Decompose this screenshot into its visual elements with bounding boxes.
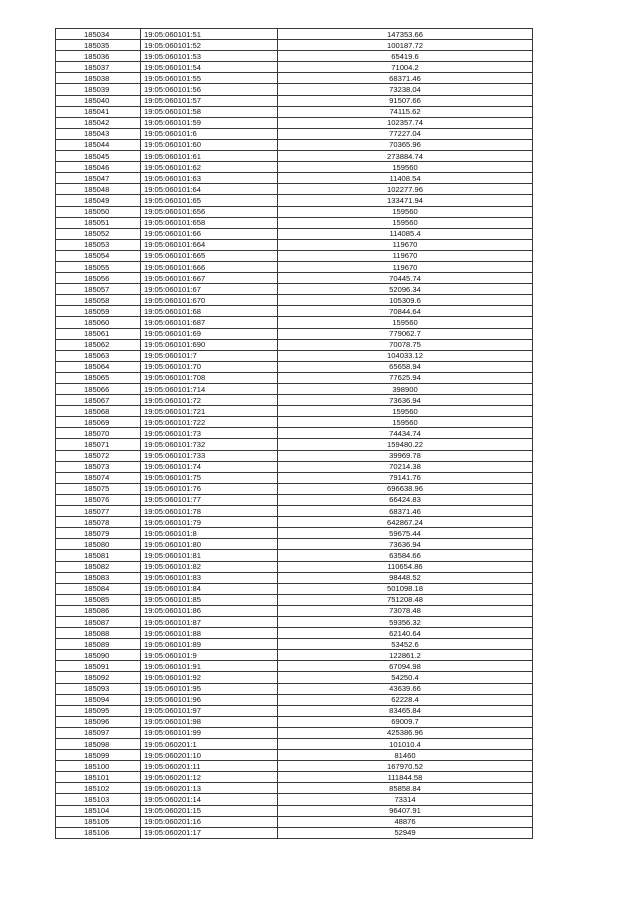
table-row (56, 472, 533, 483)
table-row (56, 339, 533, 350)
value-cell: 63584.66 (278, 550, 533, 561)
cadastral-number-cell: 19:05:060101:708 (141, 372, 278, 383)
value-cell: 59356.32 (278, 616, 533, 627)
value-cell: 52096.34 (278, 284, 533, 295)
value-cell: 68371.46 (278, 73, 533, 84)
cadastral-number-cell: 19:05:060101:84 (141, 583, 278, 594)
value-cell: 273884.74 (278, 151, 533, 162)
row-number-cell: 185104 (56, 805, 141, 816)
row-number-cell: 185035 (56, 40, 141, 51)
row-number-cell: 185070 (56, 428, 141, 439)
value-cell: 122861.2 (278, 650, 533, 661)
table-row (56, 195, 533, 206)
row-number-cell: 185064 (56, 361, 141, 372)
cadastral-number-cell: 19:05:060101:665 (141, 250, 278, 261)
value-cell: 74115.62 (278, 106, 533, 117)
table-row (56, 317, 533, 328)
row-number-cell: 185061 (56, 328, 141, 339)
value-cell: 59675.44 (278, 528, 533, 539)
row-number-cell: 185034 (56, 29, 141, 40)
table-row (56, 572, 533, 583)
table-row (56, 705, 533, 716)
cadastral-number-cell: 19:05:060101:92 (141, 672, 278, 683)
table-row (56, 517, 533, 528)
cadastral-number-cell: 19:05:060101:54 (141, 62, 278, 73)
table-row (56, 217, 533, 228)
cadastral-number-cell: 19:05:060101:78 (141, 506, 278, 517)
value-cell: 642867.24 (278, 517, 533, 528)
table-row (56, 395, 533, 406)
value-cell: 102357.74 (278, 117, 533, 128)
cadastral-number-cell: 19:05:060101:714 (141, 384, 278, 395)
table-row (56, 816, 533, 827)
table-row (56, 184, 533, 195)
table-row (56, 117, 533, 128)
row-number-cell: 185051 (56, 217, 141, 228)
value-cell: 105309.6 (278, 295, 533, 306)
value-cell: 62228.4 (278, 694, 533, 705)
cadastral-number-cell: 19:05:060101:690 (141, 339, 278, 350)
table-row (56, 461, 533, 472)
table-row (56, 639, 533, 650)
table-row (56, 550, 533, 561)
table-row (56, 384, 533, 395)
table-row (56, 62, 533, 73)
cadastral-number-cell: 19:05:060101:72 (141, 395, 278, 406)
table-row (56, 727, 533, 738)
cadastral-number-cell: 19:05:060101:82 (141, 561, 278, 572)
value-cell: 39969.78 (278, 450, 533, 461)
value-cell: 147353.66 (278, 29, 533, 40)
row-number-cell: 185103 (56, 794, 141, 805)
row-number-cell: 185079 (56, 528, 141, 539)
cadastral-number-cell: 19:05:060101:77 (141, 494, 278, 505)
table-row (56, 206, 533, 217)
value-cell: 65658.94 (278, 361, 533, 372)
row-number-cell: 185080 (56, 539, 141, 550)
row-number-cell: 185056 (56, 273, 141, 284)
value-cell: 159560 (278, 417, 533, 428)
row-number-cell: 185055 (56, 261, 141, 272)
row-number-cell: 185071 (56, 439, 141, 450)
table-row (56, 672, 533, 683)
row-number-cell: 185105 (56, 816, 141, 827)
table-row (56, 95, 533, 106)
row-number-cell: 185072 (56, 450, 141, 461)
cadastral-number-cell: 19:05:060101:60 (141, 139, 278, 150)
cadastral-number-cell: 19:05:060201:12 (141, 772, 278, 783)
value-cell: 159560 (278, 206, 533, 217)
row-number-cell: 185088 (56, 628, 141, 639)
value-cell: 70445.74 (278, 273, 533, 284)
table-row (56, 273, 533, 284)
row-number-cell: 185041 (56, 106, 141, 117)
value-cell: 70844.64 (278, 306, 533, 317)
row-number-cell: 185065 (56, 372, 141, 383)
row-number-cell: 185078 (56, 517, 141, 528)
row-number-cell: 185046 (56, 162, 141, 173)
cadastral-number-cell: 19:05:060201:16 (141, 816, 278, 827)
table-row (56, 783, 533, 794)
value-cell: 74434.74 (278, 428, 533, 439)
table-row (56, 350, 533, 361)
row-number-cell: 185060 (56, 317, 141, 328)
cadastral-number-cell: 19:05:060101:667 (141, 273, 278, 284)
value-cell: 81460 (278, 750, 533, 761)
table-body (56, 29, 533, 839)
cadastral-number-cell: 19:05:060101:69 (141, 328, 278, 339)
table-row (56, 794, 533, 805)
cadastral-number-cell: 19:05:060101:59 (141, 117, 278, 128)
cadastral-number-cell: 19:05:060201:15 (141, 805, 278, 816)
table-row (56, 372, 533, 383)
cadastral-number-cell: 19:05:060101:51 (141, 29, 278, 40)
value-cell: 114085.4 (278, 228, 533, 239)
value-cell: 425386.96 (278, 727, 533, 738)
value-cell: 62140.64 (278, 628, 533, 639)
row-number-cell: 185066 (56, 384, 141, 395)
row-number-cell: 185093 (56, 683, 141, 694)
cadastral-number-cell: 19:05:060101:53 (141, 51, 278, 62)
cadastral-number-cell: 19:05:060101:52 (141, 40, 278, 51)
table-row (56, 261, 533, 272)
row-number-cell: 185090 (56, 650, 141, 661)
cadastral-number-cell: 19:05:060101:73 (141, 428, 278, 439)
row-number-cell: 185062 (56, 339, 141, 350)
cadastral-number-cell: 19:05:060101:99 (141, 727, 278, 738)
row-number-cell: 185067 (56, 395, 141, 406)
table-row (56, 84, 533, 95)
cadastral-number-cell: 19:05:060101:83 (141, 572, 278, 583)
table-row (56, 761, 533, 772)
value-cell: 91507.66 (278, 95, 533, 106)
value-cell: 79141.76 (278, 472, 533, 483)
cadastral-number-cell: 19:05:060101:658 (141, 217, 278, 228)
table-row (56, 295, 533, 306)
cadastral-number-cell: 19:05:060101:86 (141, 605, 278, 616)
table-row (56, 628, 533, 639)
row-number-cell: 185036 (56, 51, 141, 62)
row-number-cell: 185045 (56, 151, 141, 162)
row-number-cell: 185099 (56, 750, 141, 761)
table-row (56, 506, 533, 517)
row-number-cell: 185040 (56, 95, 141, 106)
row-number-cell: 185049 (56, 195, 141, 206)
row-number-cell: 185037 (56, 62, 141, 73)
cadastral-number-cell: 19:05:060101:67 (141, 284, 278, 295)
table-row (56, 406, 533, 417)
data-table (55, 28, 533, 839)
table-row (56, 683, 533, 694)
cadastral-number-cell: 19:05:060101:63 (141, 173, 278, 184)
table-row (56, 239, 533, 250)
table-row (56, 284, 533, 295)
cadastral-number-cell: 19:05:060101:7 (141, 350, 278, 361)
row-number-cell: 185102 (56, 783, 141, 794)
row-number-cell: 185082 (56, 561, 141, 572)
row-number-cell: 185097 (56, 727, 141, 738)
value-cell: 110654.86 (278, 561, 533, 572)
table-row (56, 151, 533, 162)
value-cell: 159560 (278, 406, 533, 417)
row-number-cell: 185091 (56, 661, 141, 672)
cadastral-number-cell: 19:05:060201:14 (141, 794, 278, 805)
value-cell: 53452.6 (278, 639, 533, 650)
cadastral-number-cell: 19:05:060101:8 (141, 528, 278, 539)
table-row (56, 450, 533, 461)
table-row (56, 494, 533, 505)
cadastral-number-cell: 19:05:060101:687 (141, 317, 278, 328)
value-cell: 65419.6 (278, 51, 533, 62)
row-number-cell: 185083 (56, 572, 141, 583)
cadastral-number-cell: 19:05:060101:74 (141, 461, 278, 472)
cadastral-number-cell: 19:05:060201:11 (141, 761, 278, 772)
table-row (56, 328, 533, 339)
row-number-cell: 185098 (56, 739, 141, 750)
cadastral-number-cell: 19:05:060101:91 (141, 661, 278, 672)
table-row (56, 306, 533, 317)
value-cell: 73238.04 (278, 84, 533, 95)
row-number-cell: 185059 (56, 306, 141, 317)
row-number-cell: 185085 (56, 594, 141, 605)
value-cell: 77227.04 (278, 128, 533, 139)
row-number-cell: 185053 (56, 239, 141, 250)
table-row (56, 594, 533, 605)
table-row (56, 128, 533, 139)
cadastral-number-cell: 19:05:060101:88 (141, 628, 278, 639)
table-row (56, 250, 533, 261)
row-number-cell: 185086 (56, 605, 141, 616)
table-row (56, 483, 533, 494)
value-cell: 751208.48 (278, 594, 533, 605)
value-cell: 167970.52 (278, 761, 533, 772)
table-row (56, 694, 533, 705)
table-row (56, 40, 533, 51)
cadastral-number-cell: 19:05:060101:732 (141, 439, 278, 450)
value-cell: 159560 (278, 217, 533, 228)
value-cell: 159480.22 (278, 439, 533, 450)
cadastral-number-cell: 19:05:060101:89 (141, 639, 278, 650)
cadastral-number-cell: 19:05:060101:56 (141, 84, 278, 95)
cadastral-number-cell: 19:05:060101:79 (141, 517, 278, 528)
row-number-cell: 185081 (56, 550, 141, 561)
value-cell: 66424.83 (278, 494, 533, 505)
cadastral-number-cell: 19:05:060101:64 (141, 184, 278, 195)
table-row (56, 616, 533, 627)
row-number-cell: 185048 (56, 184, 141, 195)
cadastral-number-cell: 19:05:060101:95 (141, 683, 278, 694)
value-cell: 48876 (278, 816, 533, 827)
table-row (56, 139, 533, 150)
cadastral-number-cell: 19:05:060101:722 (141, 417, 278, 428)
cadastral-number-cell: 19:05:060101:57 (141, 95, 278, 106)
value-cell: 111844.58 (278, 772, 533, 783)
row-number-cell: 185073 (56, 461, 141, 472)
table-row (56, 439, 533, 450)
cadastral-number-cell: 19:05:060101:96 (141, 694, 278, 705)
value-cell: 67094.98 (278, 661, 533, 672)
row-number-cell: 185047 (56, 173, 141, 184)
table-row (56, 650, 533, 661)
value-cell: 70214.38 (278, 461, 533, 472)
cadastral-number-cell: 19:05:060201:17 (141, 827, 278, 838)
value-cell: 119670 (278, 261, 533, 272)
table-row (56, 827, 533, 838)
cadastral-number-cell: 19:05:060101:85 (141, 594, 278, 605)
cadastral-number-cell: 19:05:060101:81 (141, 550, 278, 561)
row-number-cell: 185096 (56, 716, 141, 727)
value-cell: 73636.94 (278, 539, 533, 550)
table-row (56, 539, 533, 550)
value-cell: 73636.94 (278, 395, 533, 406)
value-cell: 101010.4 (278, 739, 533, 750)
row-number-cell: 185043 (56, 128, 141, 139)
value-cell: 104033.12 (278, 350, 533, 361)
cadastral-number-cell: 19:05:060101:76 (141, 483, 278, 494)
cadastral-number-cell: 19:05:060101:666 (141, 261, 278, 272)
cadastral-number-cell: 19:05:060101:97 (141, 705, 278, 716)
row-number-cell: 185087 (56, 616, 141, 627)
value-cell: 11408.54 (278, 173, 533, 184)
table-row (56, 29, 533, 40)
table-row (56, 739, 533, 750)
row-number-cell: 185094 (56, 694, 141, 705)
cadastral-number-cell: 19:05:060101:721 (141, 406, 278, 417)
row-number-cell: 185069 (56, 417, 141, 428)
value-cell: 71004.2 (278, 62, 533, 73)
row-number-cell: 185042 (56, 117, 141, 128)
value-cell: 119670 (278, 250, 533, 261)
row-number-cell: 185075 (56, 483, 141, 494)
value-cell: 96407.91 (278, 805, 533, 816)
table-row (56, 561, 533, 572)
value-cell: 501098.18 (278, 583, 533, 594)
row-number-cell: 185063 (56, 350, 141, 361)
cadastral-number-cell: 19:05:060101:66 (141, 228, 278, 239)
table-row (56, 162, 533, 173)
table-row (56, 51, 533, 62)
table-row (56, 772, 533, 783)
value-cell: 68371.46 (278, 506, 533, 517)
row-number-cell: 185084 (56, 583, 141, 594)
cadastral-number-cell: 19:05:060101:55 (141, 73, 278, 84)
row-number-cell: 185076 (56, 494, 141, 505)
row-number-cell: 185057 (56, 284, 141, 295)
value-cell: 70365.96 (278, 139, 533, 150)
cadastral-number-cell: 19:05:060101:733 (141, 450, 278, 461)
row-number-cell: 185052 (56, 228, 141, 239)
row-number-cell: 185092 (56, 672, 141, 683)
row-number-cell: 185039 (56, 84, 141, 95)
value-cell: 52949 (278, 827, 533, 838)
value-cell: 83465.84 (278, 705, 533, 716)
row-number-cell: 185077 (56, 506, 141, 517)
value-cell: 102277.96 (278, 184, 533, 195)
cadastral-number-cell: 19:05:060101:58 (141, 106, 278, 117)
cadastral-number-cell: 19:05:060101:9 (141, 650, 278, 661)
cadastral-number-cell: 19:05:060101:656 (141, 206, 278, 217)
cadastral-number-cell: 19:05:060101:664 (141, 239, 278, 250)
table-row (56, 605, 533, 616)
cadastral-number-cell: 19:05:060101:670 (141, 295, 278, 306)
table-row (56, 173, 533, 184)
table-row (56, 428, 533, 439)
table-row (56, 805, 533, 816)
row-number-cell: 185054 (56, 250, 141, 261)
table-row (56, 417, 533, 428)
value-cell: 100187.72 (278, 40, 533, 51)
table-row (56, 228, 533, 239)
table-row (56, 73, 533, 84)
value-cell: 73078.48 (278, 605, 533, 616)
value-cell: 54250.4 (278, 672, 533, 683)
value-cell: 159560 (278, 317, 533, 328)
cadastral-number-cell: 19:05:060101:87 (141, 616, 278, 627)
value-cell: 696638.96 (278, 483, 533, 494)
cadastral-number-cell: 19:05:060101:68 (141, 306, 278, 317)
value-cell: 159560 (278, 162, 533, 173)
table-row (56, 106, 533, 117)
value-cell: 398900 (278, 384, 533, 395)
table-row (56, 750, 533, 761)
table-row (56, 361, 533, 372)
value-cell: 98448.52 (278, 572, 533, 583)
cadastral-number-cell: 19:05:060101:62 (141, 162, 278, 173)
row-number-cell: 185038 (56, 73, 141, 84)
value-cell: 69009.7 (278, 716, 533, 727)
table-row (56, 583, 533, 594)
table-row (56, 661, 533, 672)
cadastral-number-cell: 19:05:060101:80 (141, 539, 278, 550)
table-row (56, 716, 533, 727)
cadastral-number-cell: 19:05:060201:10 (141, 750, 278, 761)
value-cell: 77625.94 (278, 372, 533, 383)
value-cell: 779062.7 (278, 328, 533, 339)
value-cell: 85858.84 (278, 783, 533, 794)
row-number-cell: 185074 (56, 472, 141, 483)
row-number-cell: 185068 (56, 406, 141, 417)
value-cell: 73314 (278, 794, 533, 805)
value-cell: 119670 (278, 239, 533, 250)
cadastral-number-cell: 19:05:060101:98 (141, 716, 278, 727)
value-cell: 133471.94 (278, 195, 533, 206)
row-number-cell: 185101 (56, 772, 141, 783)
row-number-cell: 185089 (56, 639, 141, 650)
cadastral-number-cell: 19:05:060101:61 (141, 151, 278, 162)
table-row (56, 528, 533, 539)
cadastral-number-cell: 19:05:060101:70 (141, 361, 278, 372)
row-number-cell: 185095 (56, 705, 141, 716)
value-cell: 43639.66 (278, 683, 533, 694)
cadastral-number-cell: 19:05:060101:6 (141, 128, 278, 139)
row-number-cell: 185050 (56, 206, 141, 217)
row-number-cell: 185058 (56, 295, 141, 306)
cadastral-number-cell: 19:05:060101:75 (141, 472, 278, 483)
cadastral-number-cell: 19:05:060201:1 (141, 739, 278, 750)
value-cell: 70078.75 (278, 339, 533, 350)
cadastral-number-cell: 19:05:060201:13 (141, 783, 278, 794)
row-number-cell: 185100 (56, 761, 141, 772)
cadastral-number-cell: 19:05:060101:65 (141, 195, 278, 206)
row-number-cell: 185106 (56, 827, 141, 838)
row-number-cell: 185044 (56, 139, 141, 150)
